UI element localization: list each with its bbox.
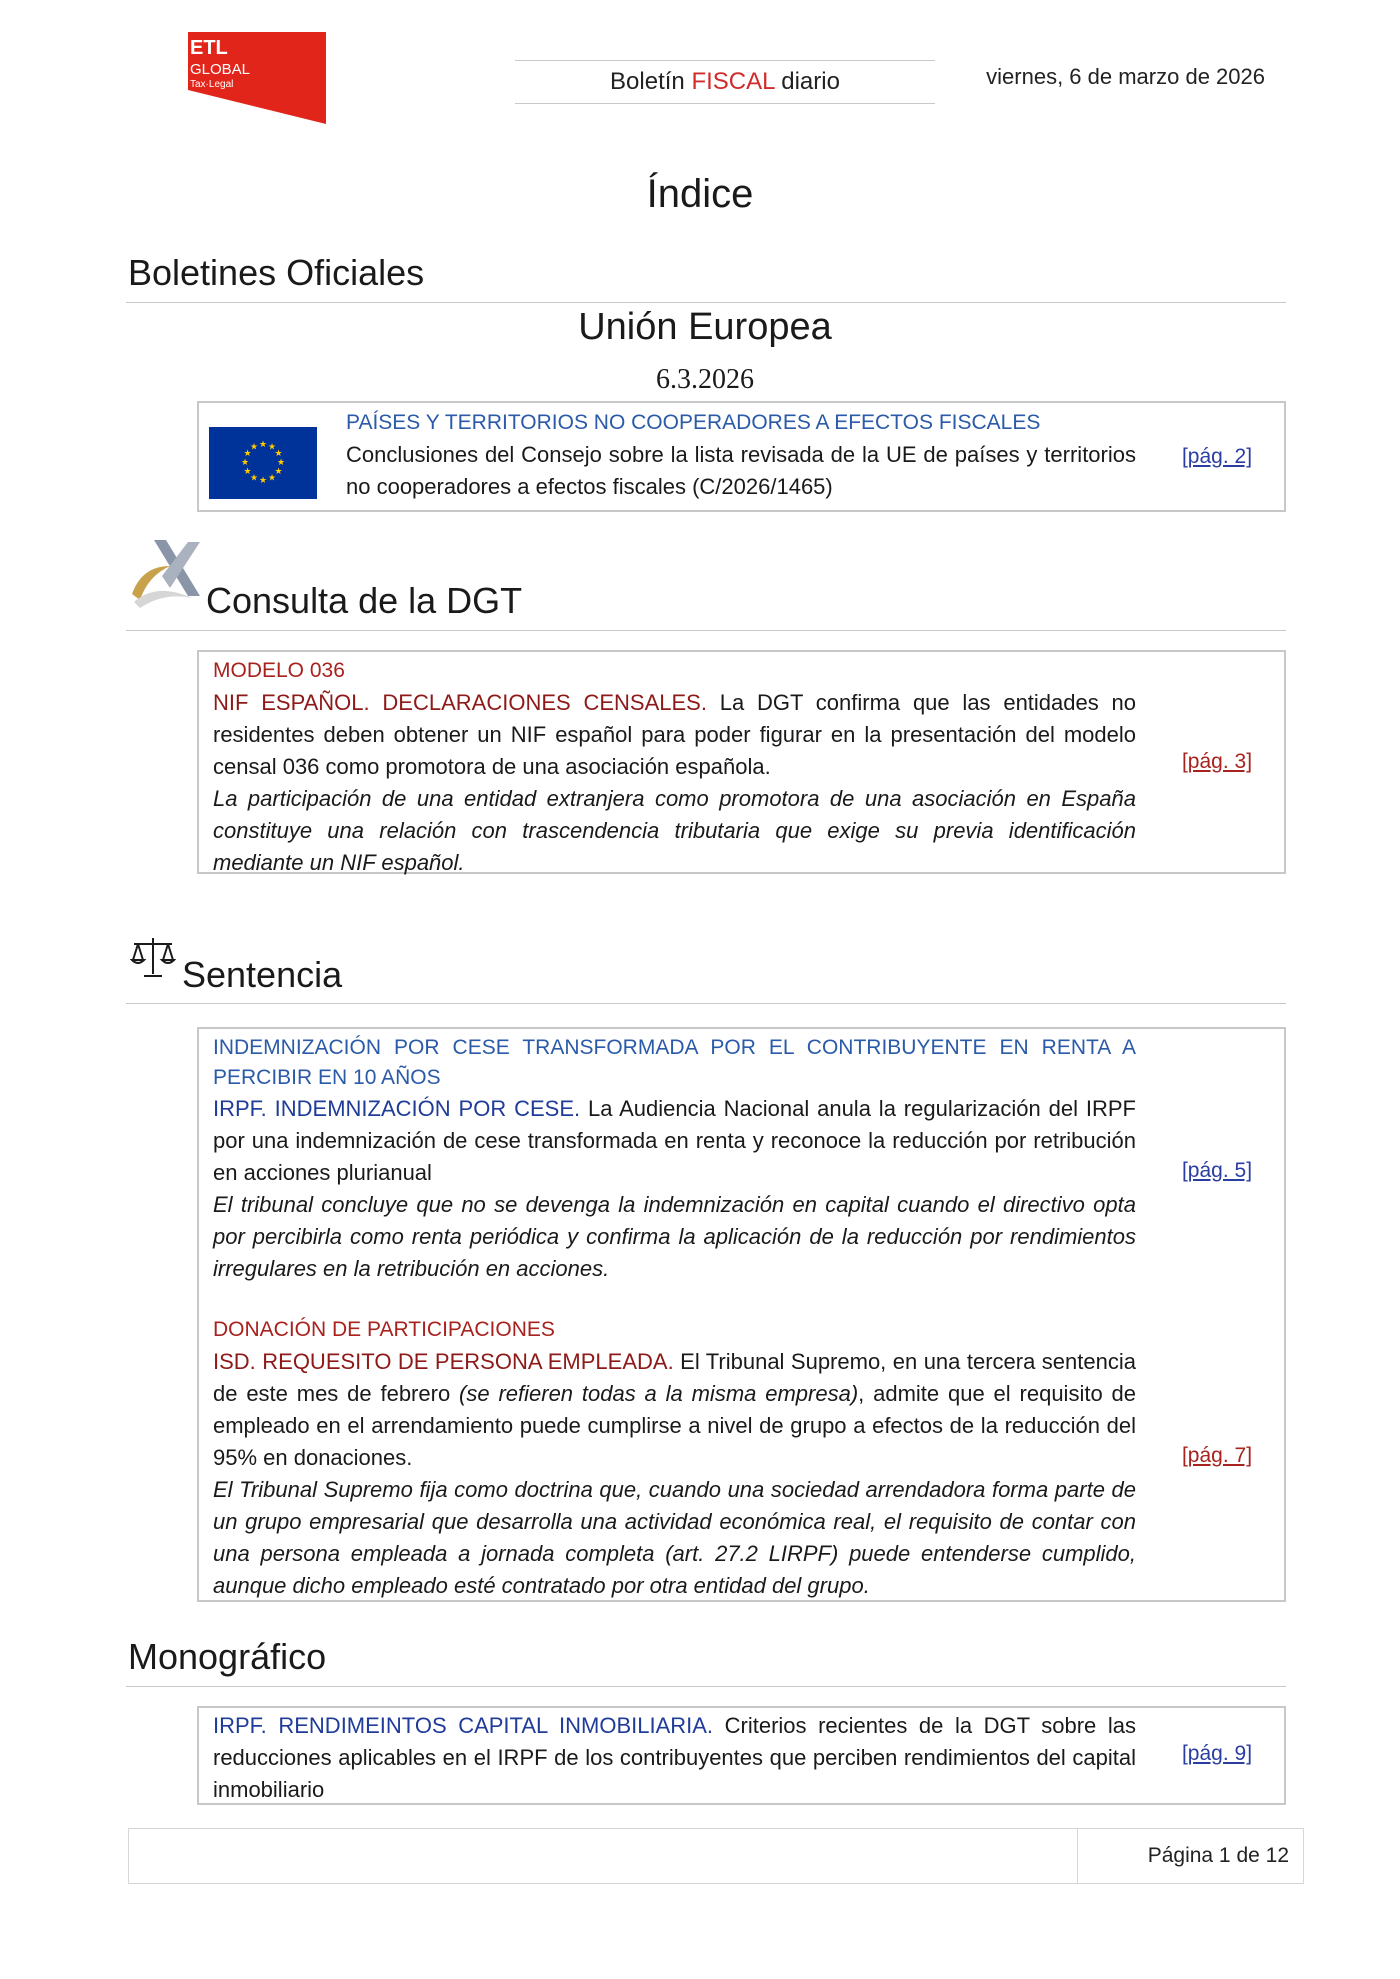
- entry-body: [213, 1710, 1136, 1806]
- entry-caption: PAÍSES Y TERRITORIOS NO COOPERADORES A EFECTOS FISCALES: [346, 411, 1041, 434]
- entry-lead: IRPF. RENDIMEINTOS CAPITAL INMOBILIARIA.: [213, 1713, 714, 1738]
- entry-box-sentencia: [197, 1027, 1286, 1602]
- bulletin-title-suffix: diario: [774, 68, 840, 95]
- aeat-logo-icon: [126, 536, 204, 612]
- entry-body-text: La DGT confirma que las entidades no residentes deben obtener un NIF español para poder figurar en la presentación del modelo censal 036 como promotora de una asociación española.: [213, 690, 1136, 779]
- eu-flag-icon: [209, 427, 317, 499]
- svg-text:★: ★: [249, 473, 259, 484]
- section-heading-monografico: Monográfico: [128, 1636, 327, 1677]
- logo-line1: GLOBAL: [190, 61, 251, 78]
- svg-text:★: ★: [276, 458, 286, 468]
- bulletin-title-prefix: Boletín: [610, 68, 692, 95]
- svg-text:★: ★: [274, 449, 283, 459]
- entry-body-text: , admite que el requisito de empleado en el arrendamiento puede cumplirse a nivel de grupo a efectos de la reducción del 95% en donaciones.: [213, 1381, 1136, 1470]
- page-link-9[interactable]: [pág. 9]: [1181, 1742, 1253, 1765]
- entry-body: [213, 1346, 1136, 1474]
- svg-text:★: ★: [243, 449, 252, 459]
- entry-summary: La participación de una entidad extranjera como promotora de una asociación en España constituye una relación con trascendencia tributaria que exige su previa identificación mediante un NIF español.: [213, 786, 1136, 875]
- svg-text:★: ★: [258, 476, 268, 486]
- entry-body-text: La Audiencia Nacional anula la regularización del IRPF por una indemnización de cese transformada en renta y reconoce la reducción por retribución en acciones plurianual: [213, 1096, 1136, 1185]
- entry-body: [213, 687, 1136, 783]
- logo-line2: Tax·Legal: [190, 79, 234, 90]
- entry-summary: El tribunal concluye que no se devenga la indemnización en capital cuando el directivo opta por percibirla como renta periódica y confirma la aplicación de la reducción por rendimientos irregulares en la retribución en acciones.: [213, 1192, 1136, 1281]
- svg-text:★: ★: [267, 442, 277, 453]
- publication-date: 6.3.2026: [656, 364, 754, 395]
- entry-box-dgt: [197, 650, 1286, 874]
- entry-caption: DONACIÓN DE PARTICIPACIONES: [213, 1318, 555, 1341]
- page-link-5[interactable]: [pág. 5]: [1181, 1159, 1253, 1182]
- entry-summary: El Tribunal Supremo fija como doctrina que, cuando una sociedad arrendadora forma parte de un grupo empresarial que desarrolla una actividad económica real, el requisito de contar con una persona empleada a jornada completa (art. 27.2 LIRPF) puede entenderse cumplido, aunque dicho empleado esté contratado por otra entidad del grupo.: [213, 1477, 1136, 1598]
- section-divider: [126, 630, 1286, 631]
- svg-text:★: ★: [249, 442, 259, 453]
- sentencia-entry-1: [213, 1033, 1136, 1285]
- entry-caption: INDEMNIZACIÓN POR CESE TRANSFORMADA POR EL CONTRIBUYENTE EN RENTA A PERCIBIR EN 10 AÑOS: [213, 1036, 1136, 1089]
- section-heading-sentencia: Sentencia: [182, 954, 343, 995]
- subsection-heading-eu: Unión Europea: [578, 306, 832, 348]
- bulletin-title-highlight: FISCAL: [691, 68, 775, 95]
- entry-body: Conclusiones del Consejo sobre la lista revisada de la UE de países y territorios no cooperadores a efectos fiscales (C/2026/1465): [346, 442, 1136, 499]
- svg-text:★: ★: [274, 467, 283, 477]
- section-heading-boletines: Boletines Oficiales: [128, 252, 425, 293]
- svg-text:★: ★: [258, 440, 268, 450]
- section-divider: [126, 1003, 1286, 1004]
- page-number: Página 1 de 12: [1147, 1844, 1289, 1867]
- logo-brand: ETL: [190, 37, 228, 59]
- sentencia-entry-2: [213, 1314, 1136, 1602]
- page-footer: [128, 1828, 1304, 1884]
- entry-caption: MODELO 036: [213, 659, 345, 682]
- svg-text:★: ★: [267, 473, 277, 484]
- entry-body-text: El Tribunal Supremo, en una tercera sentencia de este mes de febrero: [213, 1349, 1136, 1406]
- section-heading-dgt: Consulta de la DGT: [206, 580, 523, 621]
- index-title: Índice: [646, 172, 754, 216]
- entry-box-eu: [197, 401, 1286, 512]
- svg-text:★: ★: [240, 458, 250, 468]
- entry-body-italic: (se refieren todas a la misma empresa): [459, 1381, 859, 1406]
- bulletin-title: [515, 60, 935, 104]
- svg-text:★: ★: [243, 467, 252, 477]
- entry-body-text: Criterios recientes de la DGT sobre las reducciones aplicables en el IRPF de los contribuyentes que perciben rendimientos del capital inmobiliario: [213, 1713, 1136, 1802]
- page-link-2[interactable]: [pág. 2]: [1181, 445, 1253, 468]
- footer-divider: [1077, 1829, 1078, 1883]
- entry-lead: NIF ESPAÑOL. DECLARACIONES CENSALES.: [213, 690, 707, 715]
- entry-lead: ISD. REQUESITO DE PERSONA EMPLEADA.: [213, 1349, 674, 1374]
- page-link-7[interactable]: [pág. 7]: [1181, 1444, 1253, 1467]
- section-divider: [126, 1686, 1286, 1687]
- entry-body: [213, 1093, 1136, 1189]
- etl-global-logo: [188, 32, 326, 124]
- logo-badge: ADD: [290, 33, 321, 49]
- entry-box-monografico: [197, 1706, 1286, 1805]
- page-link-3[interactable]: [pág. 3]: [1181, 750, 1253, 773]
- bulletin-date: viernes, 6 de marzo de 2026: [986, 64, 1265, 89]
- section-divider: [126, 302, 1286, 303]
- scales-of-justice-icon: [130, 934, 176, 982]
- entry-lead: IRPF. INDEMNIZACIÓN POR CESE.: [213, 1096, 581, 1121]
